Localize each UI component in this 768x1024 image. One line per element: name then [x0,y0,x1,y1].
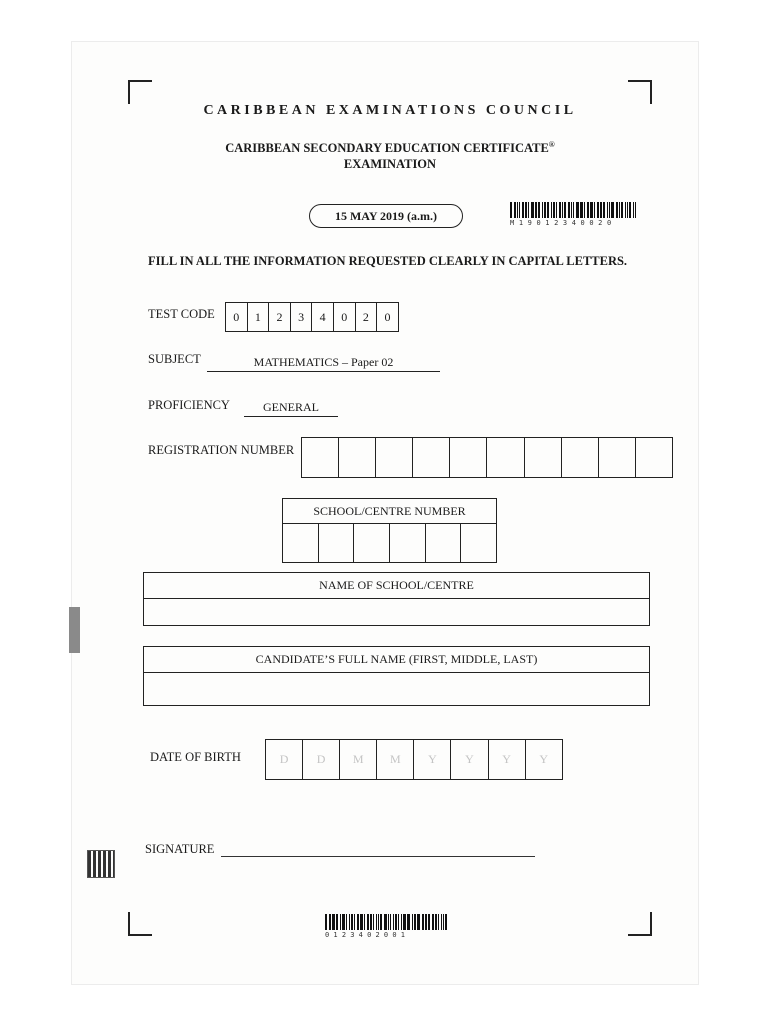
candidate-name-field[interactable] [144,673,649,705]
test-code-digit: 0 [334,303,356,331]
school-number-digit-box[interactable] [319,524,355,562]
subject-label: SUBJECT [148,352,201,366]
corner-mark-top-left [128,80,152,104]
dob-day-box[interactable]: D [303,740,340,779]
test-code-digit: 3 [291,303,313,331]
registration-digit-box[interactable] [450,438,487,477]
signature-line[interactable] [221,856,535,857]
registered-mark: ® [548,140,555,149]
test-code-label: TEST CODE [148,307,215,321]
barcode-bottom-icon [325,914,451,930]
dob-month-box[interactable]: M [340,740,377,779]
school-centre-name-label: NAME OF SCHOOL/CENTRE [144,573,649,599]
council-title: CARIBBEAN EXAMINATIONS COUNCIL [203,103,577,118]
certificate-title [150,137,630,172]
dob-year-box[interactable]: Y [451,740,488,779]
signature-label: SIGNATURE [145,842,215,856]
dob-year-box[interactable]: Y [526,740,563,779]
instruction-text: FILL IN ALL THE INFORMATION REQUESTED CLEARLY IN CAPITAL LETTERS. [148,254,628,268]
side-tab-mark [69,607,80,653]
dob-day-box[interactable]: D [266,740,303,779]
test-code-digit: 0 [377,303,399,331]
test-code-digit: 2 [269,303,291,331]
school-number-digit-box[interactable] [354,524,390,562]
barcode-top-icon [510,202,646,218]
date-of-birth-boxes[interactable] [265,739,563,780]
exam-date-badge: 15 MAY 2019 (a.m.) [309,204,463,228]
school-centre-name-field[interactable] [144,599,649,625]
registration-digit-box[interactable] [599,438,636,477]
registration-number-label: REGISTRATION NUMBER [148,443,295,457]
school-centre-number-cells[interactable] [283,524,496,562]
candidate-name-box [143,646,650,706]
subject-value: MATHEMATICS – Paper 02 [207,355,440,372]
test-code-digit: 0 [226,303,248,331]
dob-year-box[interactable]: Y [489,740,526,779]
test-code-digit: 1 [248,303,270,331]
registration-digit-box[interactable] [636,438,673,477]
registration-digit-box[interactable] [413,438,450,477]
school-number-digit-box[interactable] [390,524,426,562]
certificate-line-2: EXAMINATION [343,157,437,172]
date-of-birth-label: DATE OF BIRTH [150,750,241,764]
test-code-boxes [225,302,399,332]
barcode-bottom-number: 0123402001 [325,931,410,939]
school-centre-name-box [143,572,650,626]
registration-digit-box[interactable] [562,438,599,477]
registration-digit-box[interactable] [339,438,376,477]
dob-month-box[interactable]: M [377,740,414,779]
test-code-digit: 2 [356,303,378,331]
registration-digit-box[interactable] [525,438,562,477]
school-number-digit-box[interactable] [461,524,496,562]
registration-digit-box[interactable] [302,438,339,477]
qr-code-icon [87,850,115,878]
school-centre-number-label: SCHOOL/CENTRE NUMBER [283,499,496,524]
school-number-digit-box[interactable] [426,524,462,562]
test-code-digit: 4 [312,303,334,331]
dob-year-box[interactable]: Y [414,740,451,779]
corner-mark-top-right [628,80,652,104]
barcode-top-number: M19012340020 [510,219,616,227]
corner-mark-bottom-right [628,912,652,936]
proficiency-value: GENERAL [244,400,338,417]
corner-mark-bottom-left [128,912,152,936]
school-number-digit-box[interactable] [283,524,319,562]
school-centre-number-box [282,498,497,563]
registration-digit-box[interactable] [376,438,413,477]
certificate-line-1: CARIBBEAN SECONDARY EDUCATION CERTIFICATE [225,141,549,156]
registration-number-boxes[interactable] [301,437,673,478]
candidate-name-label: CANDIDATE’S FULL NAME (FIRST, MIDDLE, LAST) [144,647,649,673]
registration-digit-box[interactable] [487,438,524,477]
proficiency-label: PROFICIENCY [148,398,230,412]
